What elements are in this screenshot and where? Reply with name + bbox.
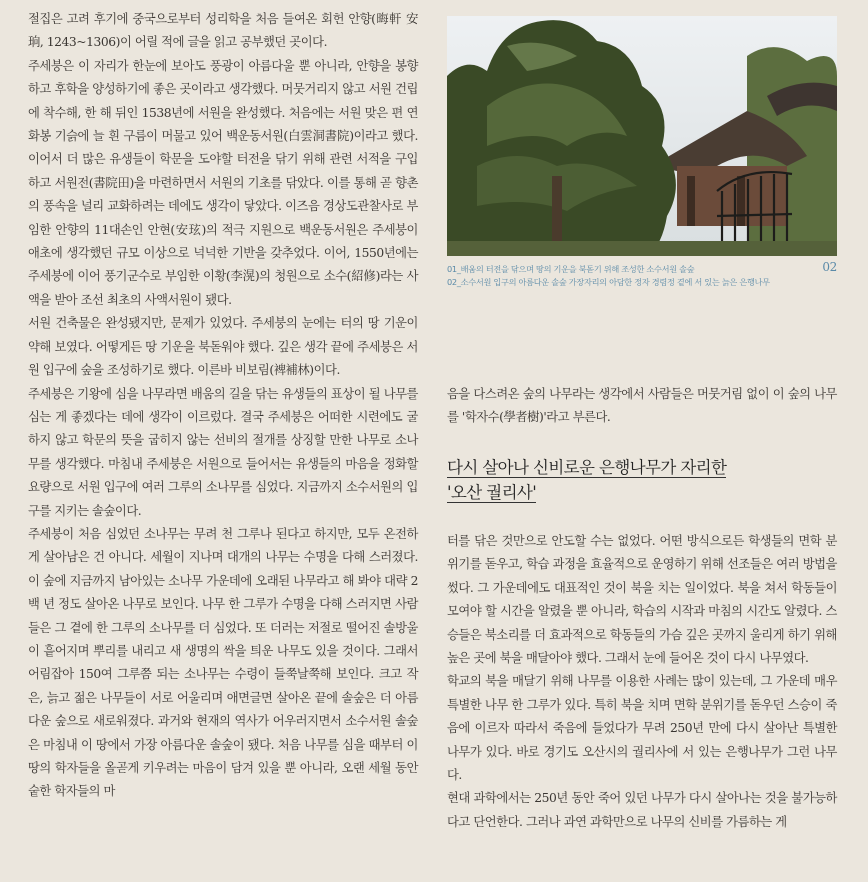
- photo-caption: 01_배움의 터전을 닦으며 땅의 기운을 북돋기 위해 조성한 소수서원 솔숲: [447, 264, 695, 274]
- body-paragraph: 현대 과학에서는 250년 동안 죽어 있던 나무가 다시 살아나는 것을 불가능하다고 단언한다. 그러나 과연 과학만으로 나무의 신비를 가름하는 게: [447, 791, 837, 829]
- left-text-column: [28, 8, 418, 804]
- section-heading-line1: 다시 살아나 신비로운 은행나무가 자리한: [447, 458, 727, 477]
- right-text-column: [447, 530, 837, 834]
- body-paragraph: 음을 다스려온 숲의 나무라는 생각에서 사람들은 머뭇거림 없이 이 숲의 나무를 '학자수(學者樹)'라고 부른다.: [447, 387, 837, 425]
- photo-caption: 02_소수서원 입구의 아름다운 솔숲 가장자리의 아담한 정자 경렴정 곁에 서 있는 늙은 은행나무: [447, 277, 770, 287]
- body-paragraph: 절집은 고려 후기에 중국으로부터 성리학을 처음 들여온 회헌 안향(晦軒 安珦, 1243~1306)이 어릴 적에 글을 읽고 공부했던 곳이다.: [28, 12, 418, 50]
- body-paragraph: 터를 닦은 것만으로 안도할 수는 없었다. 어떤 방식으로든 학생들의 면학 분위기를 돋우고, 학습 과정을 효율적으로 운영하기 위해 선조들은 여러 방법을 썼다. 그 가운데에도 대표적인 것이 북을 치는 일이었다. 북을 쳐서 학동들이 모여야 할 시간을 알렸을 뿐 아니라, 학습의 시작과 마침의 시간도 알렸다. 스승들은 북소리를 더 효과적으로 학동들의 가슴 깊은 곳까지 울리게 하기 위해 높은 곳에 북을 매달아야 했다. 그래서 눈에 들어온 것이 다시 나무였다.: [447, 534, 837, 666]
- right-continuation: [447, 383, 837, 430]
- section-heading: [447, 455, 837, 505]
- body-paragraph: 학교의 북을 매달기 위해 나무를 이용한 사례는 많이 있는데, 그 가운데 매우 특별한 나무 한 그루가 있다. 특히 북을 치며 면학 분위기를 돋우던 스승이 죽음에 이르자 따라서 죽음에 들었다가 무려 250년 만에 다시 살아난 특별한 나무가 있다. 바로 경기도 오산시의 궐리사에 서 있는 은행나무가 그런 나무다.: [447, 674, 837, 783]
- photo-number: 02: [822, 260, 837, 274]
- body-paragraph: 서원 건축물은 완성됐지만, 문제가 있었다. 주세붕의 눈에는 터의 땅 기운이 약해 보였다. 어떻게든 땅 기운을 북돋워야 했다. 깊은 생각 끝에 주세붕은 서원 입구에 숲을 조성하기로 했다. 이른바 비보림(裨補林)이다.: [28, 316, 418, 378]
- section-heading-line2: '오산 궐리사': [447, 483, 537, 502]
- ginkgo-tree-photo: [447, 16, 837, 256]
- photo-captions: [447, 260, 837, 289]
- body-paragraph: 주세붕은 이 자리가 한눈에 보아도 풍광이 아름다울 뿐 아니라, 안향을 봉향하고 후학을 양성하기에 좋은 곳이라고 생각했다. 머뭇거리지 않고 서원 건립에 착수해, 한 해 뒤인 1538년에 서원을 완성했다. 처음에는 서원 맞은 편 연화봉 기슭에 늘 흰 구름이 머물고 있어 백운동서원(白雲洞書院)이라고 했다. 이어서 더 많은 유생들이 학문을 도야할 터전을 닦기 위해 관련 서적을 구입하고 서원전(書院田)을 마련하면서 서원의 기초를 닦았다. 이를 통해 곧 향촌의 풍속을 널리 교화하려는 데에도 생각이 닿았다. 이즈음 경상도관찰사로 부임한 안향의 11대손인 안현(安玹)의 적극 지원으로 백운동서원은 주세붕이 애초에 생각했던 규모 이상으로 넉넉한 기반을 갖추었다. 이어, 1550년에는 주세붕에 이어 풍기군수로 부임한 이황(李滉)의 청원으로 소수(紹修)라는 사액을 받아 조선 최초의 사액서원이 됐다.: [28, 58, 418, 307]
- photo-illustration: [447, 16, 837, 256]
- body-paragraph: 주세붕이 처음 심었던 소나무는 무려 천 그루나 된다고 하지만, 모두 온전하게 살아남은 건 아니다. 세월이 지나며 대개의 나무는 수명을 다해 스러졌다. 이 숲에 지금까지 남아있는 소나무 가운데에 오래된 나무라고 해 봐야 대략 2백 년 정도 살아온 나무로 보인다. 나무 한 그루가 수명을 다해 스러지면 사람들은 그 곁에 한 그루의 소나무를 더 심었다. 또 더러는 저절로 떨어진 솔방울이 흩어지며 뿌리를 내리고 새 생명의 싹을 틔운 나무도 있을 것이다. 그래서 어림잡아 150여 그루쯤 되는 소나무는 수령이 들쭉날쭉해 보인다. 크고 작은, 늙고 젊은 나무들이 서로 어울리며 애면글면 살아온 끝에 솔숲은 더 아름다운 숲으로 새로워졌다. 과거와 현재의 역사가 어우러지면서 소수서원 솔숲은 마침내 이 땅에서 가장 아름다운 솔숲이 됐다. 처음 나무를 심을 때부터 이 땅의 학자들을 올곧게 키우려는 마음이 담겨 있을 뿐 아니라, 오랜 세월 동안 숱한 학자들의 마: [28, 526, 418, 799]
- body-paragraph: 주세붕은 기왕에 심을 나무라면 배움의 길을 닦는 유생들의 표상이 될 나무를 심는 게 좋겠다는 데에 생각이 이르렀다. 결국 주세붕은 어떠한 시련에도 굴하지 않고 학문의 뜻을 굽히지 않는 선비의 절개를 상징할 만한 나무로 소나무를 생각했다. 마침내 주세붕은 서원으로 들어서는 유생들의 마음을 정화할 요량으로 서원 입구에 여러 그루의 소나무를 심었다. 지금까지 소수서원의 입구를 지키는 솔숲이다.: [28, 386, 418, 518]
